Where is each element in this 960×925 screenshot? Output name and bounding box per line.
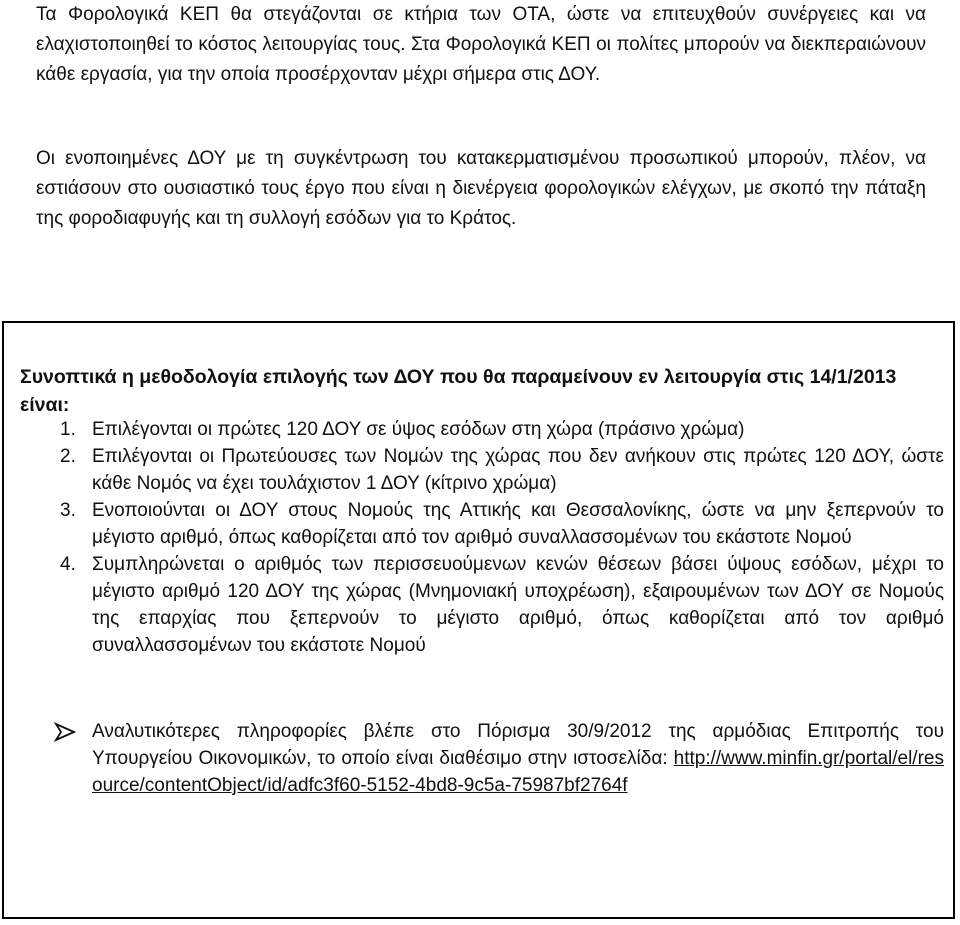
methodology-steps-list bbox=[60, 416, 944, 659]
step-text: Επιλέγονται οι Πρωτεύουσες των Νομών της χώρας που δεν ανήκουν στις πρώτες 120 ΔΟΥ, ώστε κάθε Νομός να έχει τουλάχιστον 1 ΔΟΥ (κίτρινο χρώμα) bbox=[92, 446, 944, 494]
intro-paragraph-doy: Οι ενοποιημένες ΔΟΥ με τη συγκέντρωση του κατακερματισμένου προσωπικού μπορούν, πλέον, να εστιάσουν στο ουσιαστικό τους έργο που είναι η διενέργεια φορολογικών ελέγχων, με σκοπό την πάταξη της φοροδιαφυγής και τη συλλογή εσόδων για το Κράτος. bbox=[36, 148, 926, 229]
step-text: Επιλέγονται οι πρώτες 120 ΔΟΥ σε ύψος εσόδων στη χώρα (πράσινο χρώμα) bbox=[92, 419, 745, 440]
list-item bbox=[60, 497, 944, 551]
methodology-summary-box bbox=[2, 321, 955, 919]
list-item bbox=[60, 443, 944, 497]
list-item bbox=[60, 551, 944, 659]
arrow-bullet-icon bbox=[54, 722, 76, 742]
list-item bbox=[60, 416, 944, 443]
step-text: Συμπληρώνεται ο αριθμός των περισσευούμενων κενών θέσεων βάσει ύψους εσόδων, μέχρι το μέγιστο αριθμό 120 ΔΟΥ της χώρας (Μνημονιακή υποχρέωση), εξαιρουμένων των ΔΟΥ σε Νομούς της επαρχίας που ξεπερνούν το μέγιστο αριθμό, όπως καθορίζεται από τον αριθμό συναλλασσομένων του εκάστοτε Νομού bbox=[92, 554, 944, 656]
step-number: 4. bbox=[60, 554, 76, 575]
minfin-report-link[interactable]: http://www.minfin.gr/portal/el/resource/contentObject/id/adfc3f60-5152-4bd8-9c5a-75987bf2764f bbox=[92, 748, 944, 796]
summary-heading: Συνοπτικά η μεθοδολογία επιλογής των ΔΟΥ που θα παραμείνουν εν λειτουργία στις 14/1/2013 είναι: bbox=[20, 366, 897, 416]
more-info-note bbox=[92, 718, 944, 799]
intro-paragraph-kep: Τα Φορολογικά ΚΕΠ θα στεγάζονται σε κτήρια των ΟΤΑ, ώστε να επιτευχθούν συνέργειες και να ελαχιστοποιηθεί το κόστος λειτουργίας τους. Στα Φορολογικά ΚΕΠ οι πολίτες μπορούν να διεκπεραιώνουν κάθε εργασία, για την οποία προσέρχονταν μέχρι σήμερα στις ΔΟΥ. bbox=[36, 4, 926, 85]
step-number: 3. bbox=[60, 500, 76, 521]
step-number: 2. bbox=[60, 446, 76, 467]
step-number: 1. bbox=[60, 419, 76, 440]
step-text: Ενοποιούνται οι ΔΟΥ στους Νομούς της Αττικής και Θεσσαλονίκης, ώστε να μην ξεπερνούν το μέγιστο αριθμό, όπως καθορίζεται από τον αριθμό συναλλασσομένων του εκάστοτε Νομού bbox=[92, 500, 944, 548]
more-info-text: Αναλυτικότερες πληροφορίες βλέπε στο Πόρισμα 30/9/2012 της αρμόδιας Επιτροπής του Υπουργείου Οικονομικών, το οποίο είναι διαθέσιμο στην ιστοσελίδα: bbox=[92, 721, 944, 769]
